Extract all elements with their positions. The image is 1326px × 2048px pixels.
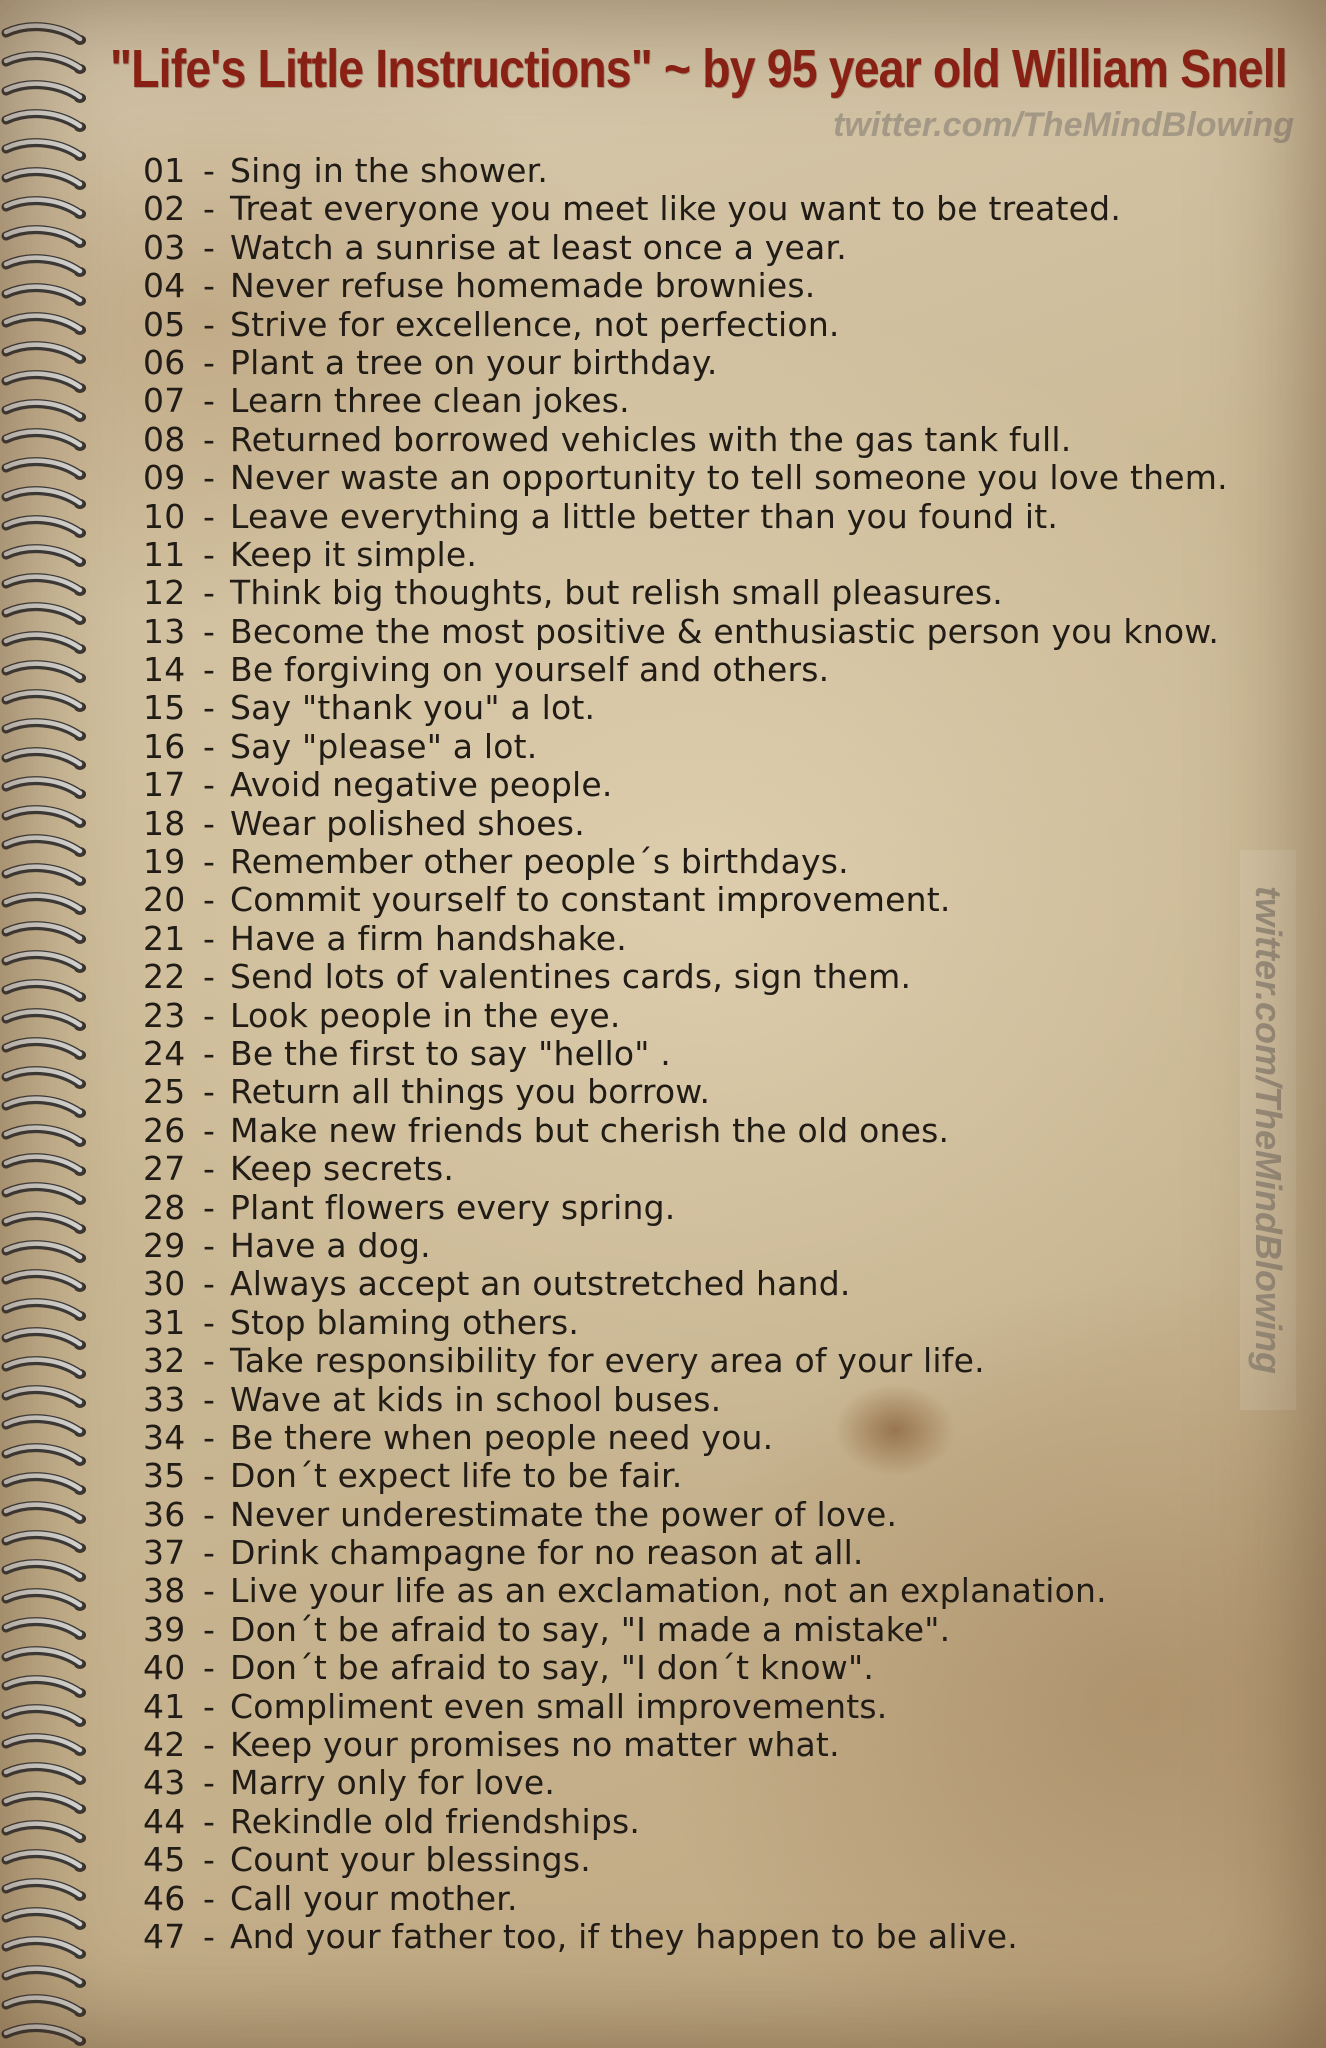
list-item (143, 1803, 1228, 1841)
item-text: Wave at kids in school buses. (230, 1379, 722, 1419)
list-item (143, 1227, 1228, 1265)
spiral-loop (6, 1215, 86, 1234)
item-separator: - (203, 1686, 216, 1726)
item-separator: - (203, 611, 216, 651)
list-item (143, 1073, 1228, 1111)
spiral-loop (6, 1998, 86, 2017)
item-separator: - (203, 534, 216, 574)
list-item (143, 229, 1228, 267)
list-item (143, 997, 1228, 1035)
item-text: Be there when people need you. (230, 1417, 774, 1457)
list-item (143, 1726, 1228, 1764)
spiral-loop (6, 2027, 86, 2046)
item-separator: - (203, 1341, 216, 1381)
list-item (143, 689, 1228, 727)
spiral-loop (6, 1563, 86, 1582)
item-number: 45 (143, 1840, 186, 1880)
list-item (143, 1880, 1228, 1918)
list-item (143, 267, 1228, 305)
item-text: Stop blaming others. (230, 1302, 580, 1342)
list-item (143, 1189, 1228, 1227)
spiral-loop (6, 1650, 86, 1669)
list-item (143, 1381, 1228, 1419)
spiral-loop (6, 1447, 86, 1466)
item-text: Strive for excellence, not perfection. (230, 304, 840, 344)
item-separator: - (203, 1379, 216, 1419)
list-item (143, 344, 1228, 382)
list-item (143, 1841, 1228, 1879)
item-number: 35 (143, 1456, 186, 1496)
spiral-loop (6, 1389, 86, 1408)
item-text: Avoid negative people. (230, 765, 613, 805)
item-text: Never underestimate the power of love. (230, 1494, 898, 1534)
spiral-loop (6, 171, 86, 190)
spiral-loop (6, 635, 86, 654)
item-number: 20 (143, 880, 186, 920)
item-number: 39 (143, 1609, 186, 1649)
item-number: 34 (143, 1417, 186, 1457)
item-separator: - (203, 227, 216, 267)
list-item (143, 805, 1228, 843)
item-number: 09 (143, 458, 186, 498)
item-text: Say "thank you" a lot. (230, 688, 596, 728)
item-number: 25 (143, 1072, 186, 1112)
list-item (143, 1342, 1228, 1380)
item-text: Compliment even small improvements. (230, 1686, 888, 1726)
spiral-loop (6, 1679, 86, 1698)
spiral-loop (6, 1592, 86, 1611)
item-separator: - (203, 1264, 216, 1304)
list-item (143, 920, 1228, 958)
item-separator: - (203, 1494, 216, 1534)
spiral-loop (6, 983, 86, 1002)
spiral-loop (6, 896, 86, 915)
spiral-loop (6, 548, 86, 567)
list-item (143, 306, 1228, 344)
item-text: Wear polished shoes. (230, 803, 585, 843)
item-separator: - (203, 1801, 216, 1841)
item-text: Drink champagne for no reason at all. (230, 1533, 864, 1573)
list-item (143, 1611, 1228, 1649)
item-number: 24 (143, 1033, 186, 1073)
item-text: Call your mother. (230, 1878, 518, 1918)
item-separator: - (203, 1533, 216, 1573)
list-item (143, 536, 1228, 574)
spiral-loop (6, 1273, 86, 1292)
item-number: 08 (143, 419, 186, 459)
item-number: 01 (143, 151, 186, 190)
list-item (143, 1649, 1228, 1687)
item-separator: - (203, 189, 216, 229)
list-item (143, 1112, 1228, 1150)
list-item (143, 1035, 1228, 1073)
item-separator: - (203, 880, 216, 920)
item-number: 23 (143, 995, 186, 1035)
item-number: 26 (143, 1110, 186, 1150)
spiral-loop (6, 519, 86, 538)
spiral-loop (6, 577, 86, 596)
item-text: Watch a sunrise at least once a year. (230, 227, 847, 267)
spiral-loop (6, 26, 86, 45)
item-separator: - (203, 1033, 216, 1073)
item-text: Return all things you borrow. (230, 1072, 711, 1112)
item-number: 38 (143, 1571, 186, 1611)
spiral-loop (6, 751, 86, 770)
list-item (143, 881, 1228, 919)
spiral-loop (6, 1186, 86, 1205)
item-separator: - (203, 995, 216, 1035)
spiral-loop (6, 1534, 86, 1553)
item-text: Don´t be afraid to say, "I don´t know". (230, 1648, 875, 1688)
spiral-loop (6, 490, 86, 509)
item-number: 19 (143, 842, 186, 882)
item-text: Have a dog. (230, 1225, 431, 1265)
item-separator: - (203, 1725, 216, 1765)
spiral-loop (6, 1099, 86, 1118)
item-separator: - (203, 1878, 216, 1918)
item-number: 03 (143, 227, 186, 267)
item-text: Commit yourself to constant improvement. (230, 880, 951, 920)
item-separator: - (203, 266, 216, 306)
item-text: Be the first to say "hello" . (230, 1033, 671, 1073)
spiral-loop (6, 1302, 86, 1321)
item-text: Look people in the eye. (230, 995, 621, 1035)
item-text: And your father too, if they happen to be alive. (230, 1916, 1019, 1956)
list-item (143, 1572, 1228, 1610)
item-separator: - (203, 1763, 216, 1803)
item-text: Marry only for love. (230, 1763, 556, 1803)
item-text: Plant flowers every spring. (230, 1187, 676, 1227)
item-text: Take responsibility for every area of your life. (230, 1341, 985, 1381)
item-separator: - (203, 304, 216, 344)
list-item (143, 1764, 1228, 1802)
list-item (143, 1457, 1228, 1495)
list-item (143, 421, 1228, 459)
list-item (143, 1150, 1228, 1188)
item-text: Never refuse homemade brownies. (230, 266, 816, 306)
spiral-loop (6, 867, 86, 886)
spiral-loop (6, 954, 86, 973)
item-text: Remember other people´s birthdays. (230, 842, 849, 882)
item-number: 27 (143, 1149, 186, 1189)
item-number: 46 (143, 1878, 186, 1918)
item-text: Keep your promises no matter what. (230, 1725, 840, 1765)
item-text: Sing in the shower. (230, 151, 549, 190)
item-number: 07 (143, 381, 186, 421)
spiral-loop (6, 1708, 86, 1727)
spiral-binding (0, 0, 100, 2048)
spiral-loop (6, 1795, 86, 1814)
spiral-loop (6, 693, 86, 712)
item-number: 11 (143, 534, 186, 574)
spiral-loop (6, 461, 86, 480)
item-separator: - (203, 1110, 216, 1150)
item-separator: - (203, 1225, 216, 1265)
spiral-loop (6, 1911, 86, 1930)
item-number: 30 (143, 1264, 186, 1304)
item-number: 29 (143, 1225, 186, 1265)
item-separator: - (203, 765, 216, 805)
item-text: Returned borrowed vehicles with the gas tank full. (230, 419, 1072, 459)
list-item (143, 152, 1228, 190)
spiral-loop (6, 113, 86, 132)
spiral-loop (6, 55, 86, 74)
spiral-loop (6, 84, 86, 103)
item-text: Keep it simple. (230, 534, 478, 574)
list-item (143, 459, 1228, 497)
spiral-loop (6, 1621, 86, 1640)
spiral-loop (6, 345, 86, 364)
item-text: Always accept an outstretched hand. (230, 1264, 851, 1304)
list-item (143, 1419, 1228, 1457)
item-number: 15 (143, 688, 186, 728)
item-separator: - (203, 381, 216, 421)
item-text: Treat everyone you meet like you want to be treated. (230, 189, 1122, 229)
list-item (143, 728, 1228, 766)
item-number: 17 (143, 765, 186, 805)
spiral-loop (6, 1418, 86, 1437)
list-item (143, 843, 1228, 881)
item-text: Never waste an opportunity to tell someone you love them. (230, 458, 1228, 498)
watermark-side-text: twitter.com/TheMindBlowing (1248, 886, 1289, 1374)
item-number: 10 (143, 496, 186, 536)
item-number: 06 (143, 342, 186, 382)
item-separator: - (203, 957, 216, 997)
spiral-loop (6, 809, 86, 828)
item-separator: - (203, 1648, 216, 1688)
item-number: 04 (143, 266, 186, 306)
item-separator: - (203, 726, 216, 766)
spiral-loop (6, 664, 86, 683)
spiral-loop (6, 1969, 86, 1988)
item-text: Learn three clean jokes. (230, 381, 630, 421)
list-item (143, 1265, 1228, 1303)
item-separator: - (203, 918, 216, 958)
spiral-loop (6, 1940, 86, 1959)
item-text: Leave everything a little better than you found it. (230, 496, 1059, 536)
list-item (143, 574, 1228, 612)
spiral-loop (6, 316, 86, 335)
item-number: 37 (143, 1533, 186, 1573)
list-item (143, 613, 1228, 651)
item-number: 28 (143, 1187, 186, 1227)
item-separator: - (203, 688, 216, 728)
spiral-loop (6, 374, 86, 393)
item-number: 36 (143, 1494, 186, 1534)
item-text: Live your life as an exclamation, not an explanation. (230, 1571, 1107, 1611)
item-separator: - (203, 1456, 216, 1496)
spiral-loop (6, 1128, 86, 1147)
list-item (143, 651, 1228, 689)
list-item (143, 382, 1228, 420)
item-number: 31 (143, 1302, 186, 1342)
item-number: 42 (143, 1725, 186, 1765)
item-number: 13 (143, 611, 186, 651)
watermark-side (1240, 850, 1296, 1410)
item-separator: - (203, 842, 216, 882)
spiral-loop (6, 1244, 86, 1263)
spiral-loop (6, 925, 86, 944)
item-number: 02 (143, 189, 186, 229)
item-separator: - (203, 151, 216, 190)
item-text: Keep secrets. (230, 1149, 455, 1189)
list-item (143, 498, 1228, 536)
item-number: 16 (143, 726, 186, 766)
page-title: "Life's Little Instructions" ~ by 95 year old William Snell (110, 39, 1287, 99)
item-number: 43 (143, 1763, 186, 1803)
item-number: 21 (143, 918, 186, 958)
list-item (143, 958, 1228, 996)
spiral-loop (6, 606, 86, 625)
item-separator: - (203, 1149, 216, 1189)
spiral-loop (6, 1737, 86, 1756)
item-separator: - (203, 803, 216, 843)
item-separator: - (203, 458, 216, 498)
item-text: Be forgiving on yourself and others. (230, 650, 830, 690)
item-text: Have a firm handshake. (230, 918, 627, 958)
item-text: Count your blessings. (230, 1840, 591, 1880)
item-number: 40 (143, 1648, 186, 1688)
item-separator: - (203, 342, 216, 382)
item-separator: - (203, 1840, 216, 1880)
spiral-loop (6, 403, 86, 422)
list-item (143, 1304, 1228, 1342)
item-separator: - (203, 496, 216, 536)
item-text: Don´t expect life to be fair. (230, 1456, 683, 1496)
item-separator: - (203, 1187, 216, 1227)
item-separator: - (203, 1417, 216, 1457)
spiral-loop (6, 1012, 86, 1031)
item-text: Make new friends but cherish the old ones. (230, 1110, 950, 1150)
item-number: 41 (143, 1686, 186, 1726)
spiral-loop (6, 1882, 86, 1901)
item-number: 05 (143, 304, 186, 344)
item-number: 12 (143, 573, 186, 613)
item-number: 18 (143, 803, 186, 843)
watermark-top: twitter.com/TheMindBlowing (833, 106, 1294, 144)
spiral-loop (6, 722, 86, 741)
item-text: Plant a tree on your birthday. (230, 342, 718, 382)
list-item (143, 1918, 1228, 1956)
item-text: Don´t be afraid to say, "I made a mistake". (230, 1609, 951, 1649)
list-item (143, 1496, 1228, 1534)
list-item (143, 766, 1228, 804)
spiral-loop (6, 1041, 86, 1060)
item-separator: - (203, 1916, 216, 1956)
list-item (143, 1534, 1228, 1572)
item-text: Become the most positive & enthusiastic person you know. (230, 611, 1220, 651)
spiral-loop (6, 780, 86, 799)
item-number: 33 (143, 1379, 186, 1419)
spiral-loop (6, 1505, 86, 1524)
item-separator: - (203, 1072, 216, 1112)
list-item (143, 1688, 1228, 1726)
spiral-loop (6, 432, 86, 451)
item-separator: - (203, 419, 216, 459)
spiral-loop (6, 287, 86, 306)
spiral-loop (6, 1824, 86, 1843)
list-item (143, 190, 1228, 228)
item-text: Think big thoughts, but relish small pleasures. (230, 573, 1003, 613)
item-text: Say "please" a lot. (230, 726, 538, 766)
instructions-list (143, 152, 1228, 1956)
spiral-loop (6, 1331, 86, 1350)
spiral-loop (6, 1476, 86, 1495)
item-separator: - (203, 1302, 216, 1342)
spiral-loop (6, 1157, 86, 1176)
spiral-loop (6, 1360, 86, 1379)
item-number: 22 (143, 957, 186, 997)
spiral-loop (6, 229, 86, 248)
item-separator: - (203, 1609, 216, 1649)
spiral-loop (6, 200, 86, 219)
item-number: 44 (143, 1801, 186, 1841)
item-separator: - (203, 650, 216, 690)
spiral-loop (6, 1070, 86, 1089)
item-text: Rekindle old friendships. (230, 1801, 641, 1841)
item-separator: - (203, 573, 216, 613)
item-number: 32 (143, 1341, 186, 1381)
item-text: Send lots of valentines cards, sign them. (230, 957, 912, 997)
item-number: 14 (143, 650, 186, 690)
item-separator: - (203, 1571, 216, 1611)
spiral-loop (6, 258, 86, 277)
spiral-loop (6, 1853, 86, 1872)
spiral-loop (6, 1766, 86, 1785)
spiral-loop (6, 142, 86, 161)
spiral-loop (6, 838, 86, 857)
item-number: 47 (143, 1916, 186, 1956)
